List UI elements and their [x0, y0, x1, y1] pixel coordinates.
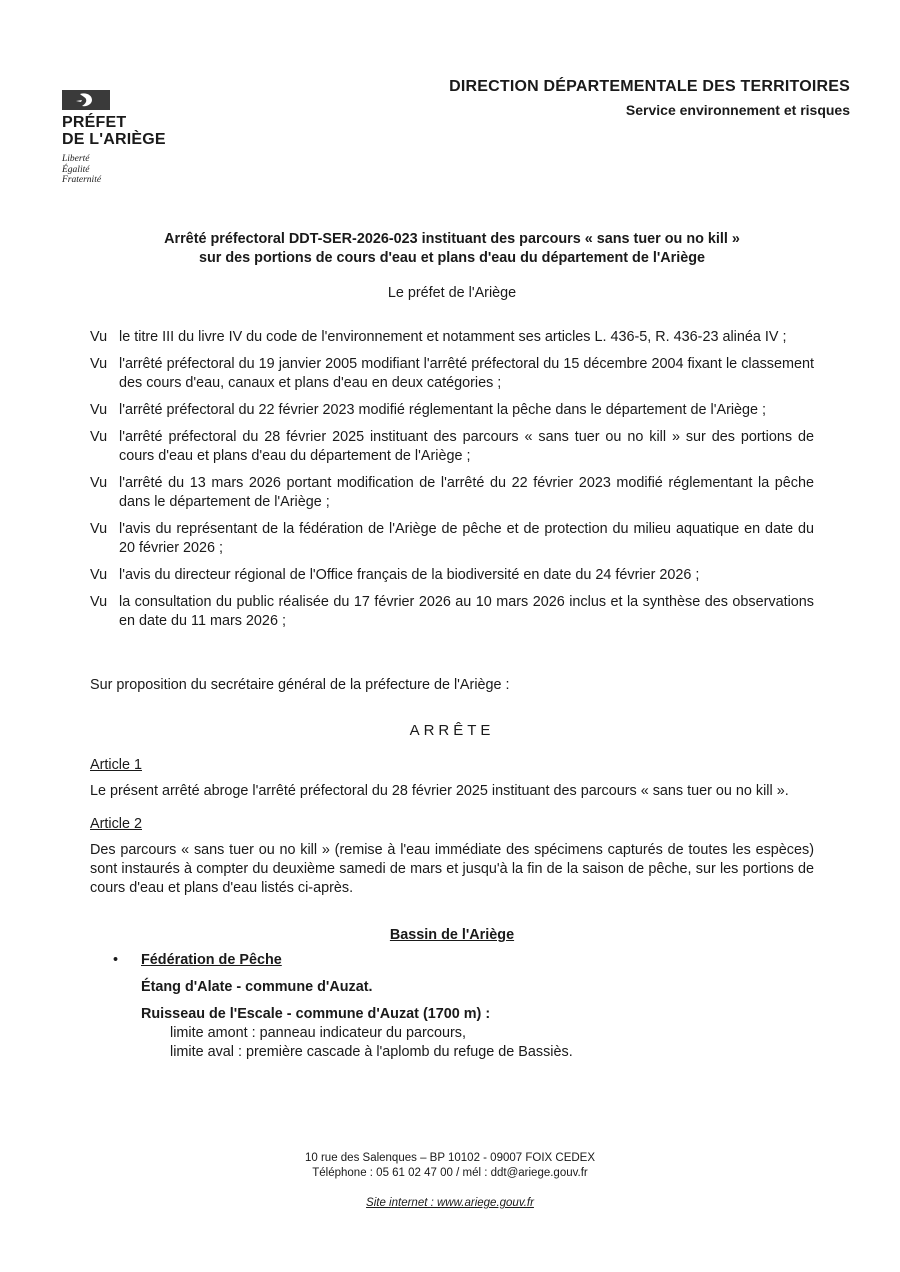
- vu-item: [90, 428, 814, 466]
- vu-item: [90, 328, 814, 347]
- direction-title: DIRECTION DÉPARTEMENTALE DES TERRITOIRES: [449, 78, 850, 95]
- vu-item: [90, 355, 814, 393]
- motto-egalite: Égalité: [62, 164, 90, 175]
- footer-address: 10 rue des Salenques – BP 10102 - 09007 FOIX CEDEX: [304, 1152, 596, 1164]
- vu-text: la consultation du public réalisée du 17 février 2026 au 10 mars 2026 inclus et la synthèse des observations en date du 11 mars 2026 ;: [119, 594, 814, 629]
- bassin-heading: Bassin de l'Ariège: [389, 927, 515, 943]
- vu-label: Vu: [90, 475, 108, 491]
- footer-website-link[interactable]: Site internet : www.ariege.gouv.fr: [366, 1197, 534, 1209]
- vu-text: l'avis du directeur régional de l'Office français de la biodiversité en date du 24 février 2026 ;: [119, 567, 700, 583]
- logo-title-line1: PRÉFET: [62, 114, 127, 131]
- article-2-text: Des parcours « sans tuer ou no kill » (remise à l'eau immédiate des spécimens capturés de toutes les espèces) sont instaurés à compter du deuxième samedi de mars et jusqu'à la fin de la saison de pêche, sur les portions de cours d'eau et plans d'eau listés ci-après.: [90, 842, 814, 896]
- vu-list: [90, 328, 814, 631]
- main-content: [90, 230, 814, 1062]
- logo-motto: [62, 154, 182, 186]
- vu-label: Vu: [90, 567, 108, 583]
- title-line-1: Arrêté préfectoral DDT-SER-2026-023 instituant des parcours « sans tuer ou no kill »: [164, 231, 740, 247]
- bullet-icon: •: [113, 952, 119, 968]
- vu-label: Vu: [90, 356, 108, 372]
- site-name: Ruisseau de l'Escale - commune d'Auzat (1700 m) :: [141, 1006, 491, 1022]
- vu-item: [90, 593, 814, 631]
- vu-text: l'arrêté préfectoral du 22 février 2023 modifié réglementant la pêche dans le département de l'Ariège ;: [119, 402, 767, 418]
- prefet-logo: [62, 90, 182, 186]
- vu-item: [90, 401, 814, 420]
- vu-text: l'avis du représentant de la fédération de l'Ariège de pêche et de protection du milieu aquatique en date du 20 février 2026 ;: [119, 521, 814, 556]
- proposition-line: Sur proposition du secrétaire général de la préfecture de l'Ariège :: [90, 677, 510, 693]
- direction-service: Service environnement et risques: [625, 102, 850, 118]
- site-name: Étang d'Alate - commune d'Auzat.: [141, 979, 373, 995]
- arrete-heading: ARRÊTE: [409, 722, 495, 739]
- vu-item: [90, 520, 814, 558]
- vu-text: le titre III du livre IV du code de l'environnement et notamment ses articles L. 436-5, R. 436-23 alinéa IV ;: [119, 329, 787, 345]
- federation-heading: [90, 951, 814, 970]
- vu-item: [90, 566, 814, 585]
- article-1-heading: Article 1: [90, 757, 142, 773]
- page-footer: [0, 1151, 900, 1211]
- site-limit-aval: limite aval : première cascade à l'aplomb du refuge de Bassiès.: [170, 1044, 573, 1060]
- vu-label: Vu: [90, 521, 108, 537]
- vu-text: l'arrêté préfectoral du 28 février 2025 instituant des parcours « sans tuer ou no kill » sur des portions de cours d'eau et plans d'eau du département de l'Ariège ;: [119, 429, 814, 464]
- vu-label: Vu: [90, 402, 108, 418]
- vu-item: [90, 474, 814, 512]
- vu-label: Vu: [90, 329, 108, 345]
- header-direction: [449, 78, 850, 118]
- vu-label: Vu: [90, 594, 108, 610]
- title-line-2: sur des portions de cours d'eau et plans d'eau du département de l'Ariège: [198, 250, 706, 266]
- federation-label: Fédération de Pêche: [141, 952, 282, 968]
- vu-text: l'arrêté préfectoral du 19 janvier 2005 modifiant l'arrêté préfectoral du 15 décembre 2004 fixant le classement des cours d'eau, canaux et plans d'eau en deux catégories ;: [119, 356, 814, 391]
- motto-fraternite: Fraternité: [62, 175, 102, 185]
- article-2-heading: Article 2: [90, 816, 142, 832]
- motto-liberte: Liberté: [62, 154, 90, 164]
- site-limit-amont: limite amont : panneau indicateur du parcours,: [170, 1025, 466, 1041]
- prefet-line: Le préfet de l'Ariège: [387, 285, 517, 301]
- vu-label: Vu: [90, 429, 108, 445]
- vu-text: l'arrêté du 13 mars 2026 portant modification de l'arrêté du 22 février 2023 modifié réglementant la pêche dans le département de l'Ariège ;: [119, 475, 814, 510]
- logo-title-line2: DE L'ARIÈGE: [62, 131, 166, 148]
- article-1-text: Le présent arrêté abroge l'arrêté préfectoral du 28 février 2025 instituant des parcours « sans tuer ou no kill ».: [90, 783, 789, 799]
- document-title: [90, 230, 814, 268]
- footer-contact: Téléphone : 05 61 02 47 00 / mél : ddt@ariege.gouv.fr: [312, 1167, 588, 1179]
- marianne-logo-icon: [62, 90, 110, 110]
